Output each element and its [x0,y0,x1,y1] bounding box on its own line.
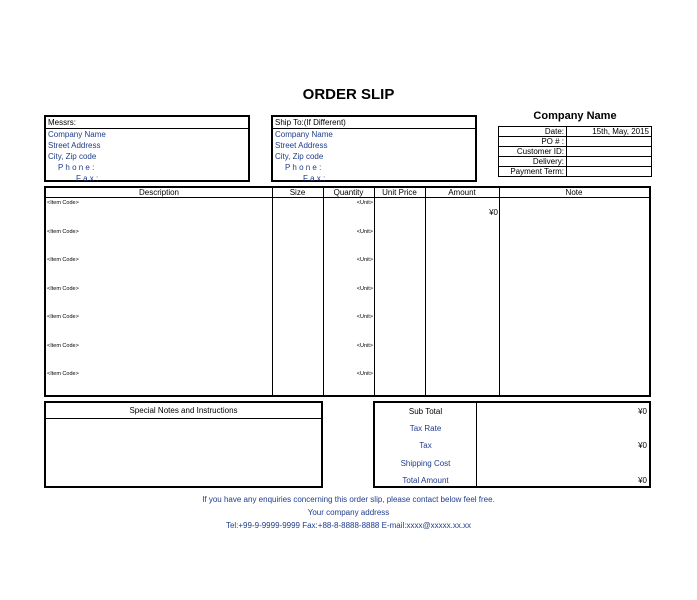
amount-column [425,188,500,395]
item-code[interactable]: <Item Code> [47,371,79,377]
ship-to-street[interactable]: Street Address [275,141,328,150]
total-amount-label: Total Amount [402,476,449,485]
messrs-header: Messrs: [46,117,248,129]
ship-to-box [271,115,477,182]
header-amount: Amount [448,188,476,197]
messrs-company[interactable]: Company Name [48,130,106,139]
item-unit[interactable]: <Unit> [356,229,373,235]
item-unit[interactable]: <Unit> [356,200,373,206]
special-notes-box [44,401,323,488]
header-note: Note [565,188,583,197]
messrs-city[interactable]: City, Zip code [48,152,97,161]
info-label: PO # : [499,137,567,147]
item-unit[interactable]: <Unit> [356,286,373,292]
info-row [499,157,652,167]
item-unit[interactable]: <Unit> [356,371,373,377]
header-description: Description [138,188,179,197]
unit-price-column [374,188,426,395]
item-code[interactable]: <Item Code> [47,286,79,292]
ship-to-company[interactable]: Company Name [275,130,333,139]
messrs-box [44,115,250,182]
description-column [46,188,273,395]
footer-contact: Tel:+99-9-9999-9999 Fax:+88-8-8888-8888 E-mail:xxxx@xxxxx.xx.xx [225,521,472,530]
ship-to-header: Ship To:(If Different) [273,117,475,129]
item-code[interactable]: <Item Code> [47,257,79,263]
messrs-phone[interactable]: P h o n e : [58,163,95,172]
info-value[interactable] [567,157,652,167]
info-label: Customer ID: [499,147,567,157]
ship-to-fax[interactable]: F a x : [303,174,326,183]
item-code[interactable]: <Item Code> [47,314,79,320]
info-label: Delivery: [499,157,567,167]
header-unit-price: Unit Price [382,188,417,197]
size-column [272,188,324,395]
special-notes-area[interactable] [46,419,321,486]
info-value[interactable] [567,147,652,157]
info-value[interactable] [567,167,652,177]
tax-label: Tax [419,441,432,450]
item-amount: ¥0 [489,208,498,217]
info-row [499,127,652,137]
shipping-cost-label: Shipping Cost [400,459,451,468]
info-row [499,167,652,177]
item-unit[interactable]: <Unit> [356,314,373,320]
company-name: Company Name [533,110,617,122]
tax-rate-label: Tax Rate [409,424,442,433]
tax-value: ¥0 [638,441,647,450]
total-amount-value: ¥0 [638,476,647,485]
item-code[interactable]: <Item Code> [47,229,79,235]
messrs-fax[interactable]: F a x : [76,174,99,183]
document-title: ORDER SLIP [302,86,395,103]
info-row [499,137,652,147]
subtotal-value: ¥0 [638,407,647,416]
item-code[interactable]: <Item Code> [47,200,79,206]
footer-address: Your company address [307,508,390,517]
item-code[interactable]: <Item Code> [47,343,79,349]
info-value[interactable] [567,137,652,147]
item-unit[interactable]: <Unit> [356,257,373,263]
header-quantity: Quantity [333,188,364,197]
ship-to-city[interactable]: City, Zip code [275,152,324,161]
info-label: Payment Term: [499,167,567,177]
info-table [498,126,652,177]
items-header [46,188,649,198]
footer-enquiry: If you have any enquiries concerning this order slip, please contact below feel free. [202,495,495,504]
info-row [499,147,652,157]
subtotal-label: Sub Total [408,407,443,416]
items-table [44,186,651,397]
ship-to-phone[interactable]: P h o n e : [285,163,322,172]
info-value[interactable]: 15th, May, 2015 [567,127,652,137]
info-label: Date: [499,127,567,137]
special-notes-header: Special Notes and Instructions [46,403,321,419]
totals-divider [476,403,477,486]
item-unit[interactable]: <Unit> [356,343,373,349]
totals-box [373,401,651,488]
header-size: Size [289,188,306,197]
messrs-street[interactable]: Street Address [48,141,101,150]
